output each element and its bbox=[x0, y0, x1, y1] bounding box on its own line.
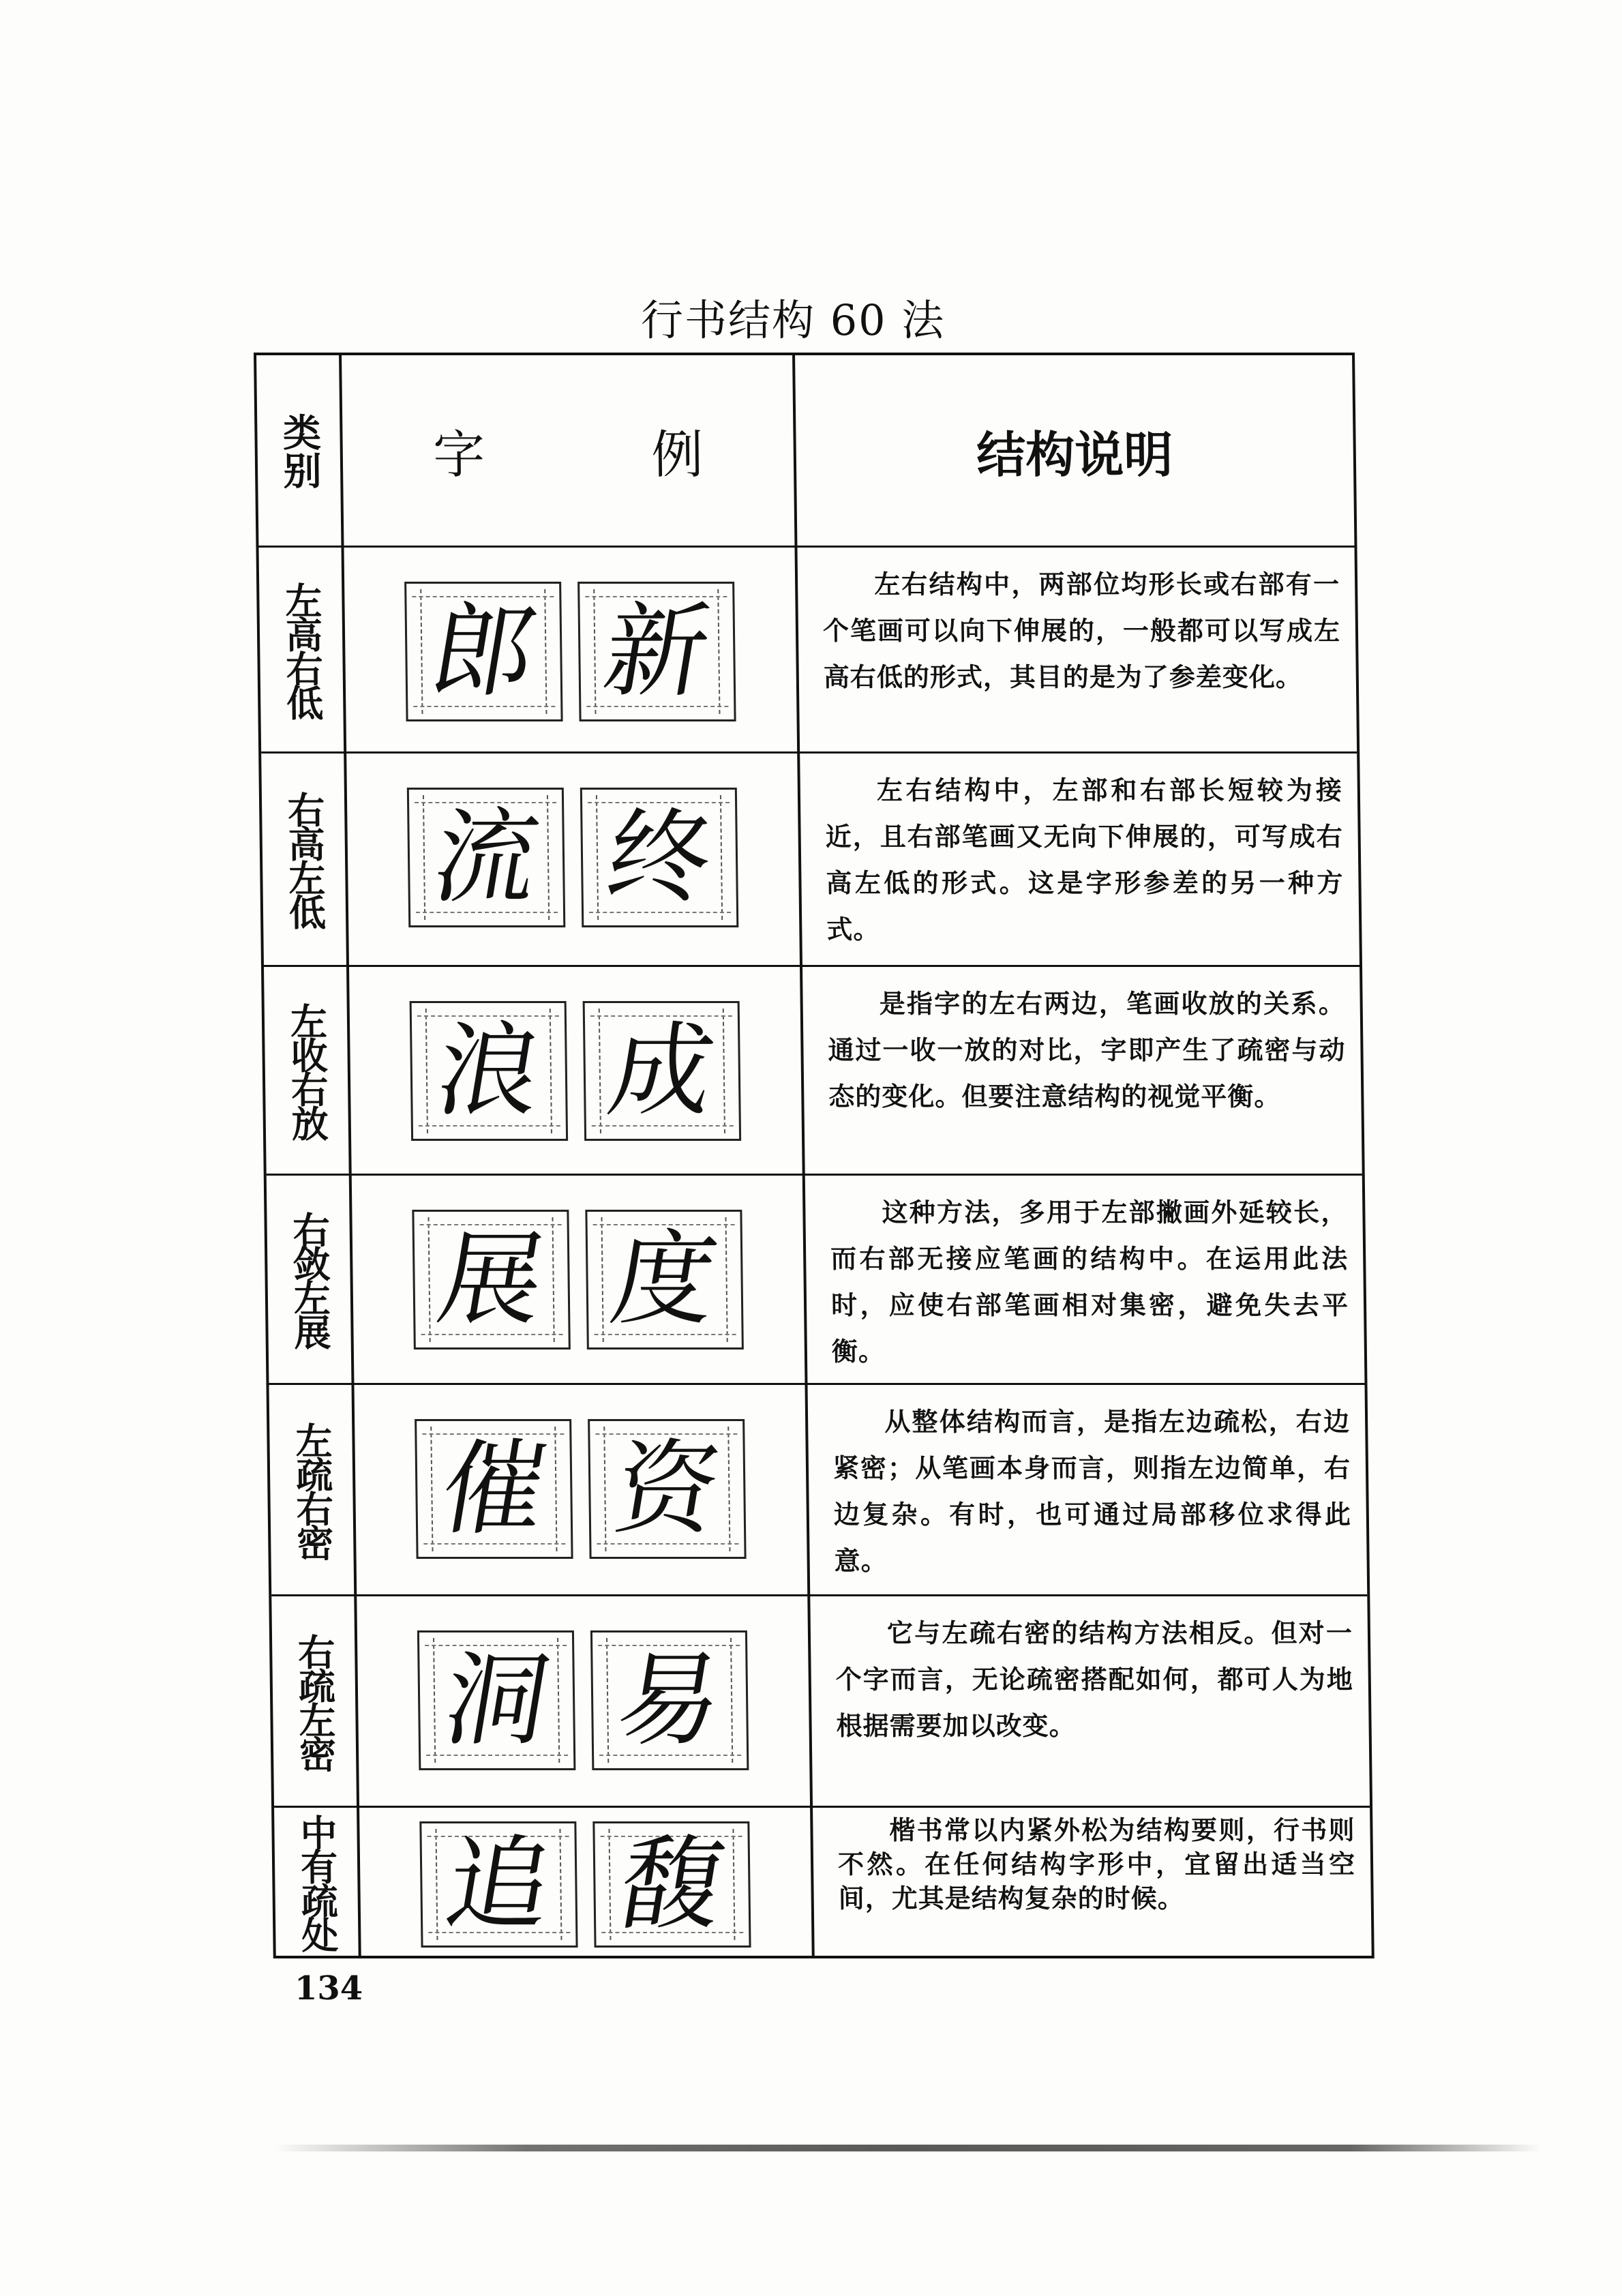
table-row bbox=[271, 1596, 1370, 1808]
example-cell bbox=[349, 967, 805, 1174]
table-row bbox=[267, 1176, 1365, 1385]
example-glyph: 流 bbox=[425, 798, 547, 917]
example-cell bbox=[352, 1176, 808, 1383]
row-description: 从整体结构而言，是指左边疏松，右边紧密；从笔画本身而言，则指左边简单，右边复杂。有时，也可通过局部移位求得此意。 bbox=[832, 1406, 1352, 1576]
example-glyph-box bbox=[585, 1210, 744, 1350]
row-description: 是指字的左右两边，笔画收放的关系。通过一收一放的对比，字即产生了疏密与动态的变化。但要注意结构的视觉平衡。 bbox=[828, 988, 1346, 1112]
example-glyph-box bbox=[415, 1419, 573, 1559]
example-glyph-box bbox=[583, 1001, 742, 1141]
table-row bbox=[258, 548, 1357, 754]
example-glyph-box bbox=[404, 582, 563, 721]
example-glyph-box bbox=[410, 1001, 569, 1141]
example-cell bbox=[354, 1385, 810, 1594]
page-number: 134 bbox=[295, 1969, 363, 2008]
example-glyph: 新 bbox=[596, 592, 718, 711]
row-category: 右敛左展 bbox=[286, 1211, 332, 1347]
row-description: 左右结构中，左部和右部长短较为接近，且右部笔画又无向下伸展的，可写成右高左低的形式。这是字形参差的另一种方式。 bbox=[825, 775, 1344, 944]
page-title: 行书结构 60 法 bbox=[641, 295, 946, 345]
example-glyph-box bbox=[580, 788, 739, 927]
row-description: 楷书常以内紧外松为结构要则，行书则不然。在任何结构字形中，宜留出适当空间，尤其是结构复杂的时候。 bbox=[837, 1815, 1356, 1913]
example-glyph-box bbox=[412, 1210, 571, 1350]
example-glyph: 展 bbox=[430, 1220, 552, 1339]
table-header-row bbox=[256, 355, 1354, 548]
row-category: 左收右放 bbox=[284, 1002, 329, 1139]
row-category: 右高左低 bbox=[282, 791, 327, 927]
example-glyph: 资 bbox=[606, 1429, 728, 1549]
example-glyph: 催 bbox=[433, 1429, 555, 1549]
example-glyph: 追 bbox=[438, 1825, 560, 1944]
example-glyph-box bbox=[590, 1630, 749, 1770]
table-row bbox=[264, 967, 1362, 1176]
row-category: 左疏右密 bbox=[289, 1421, 335, 1558]
header-category-cell bbox=[256, 355, 344, 546]
example-glyph-box bbox=[417, 1630, 576, 1770]
example-glyph: 易 bbox=[608, 1641, 731, 1760]
example-cell bbox=[357, 1596, 813, 1806]
header-description-cell bbox=[795, 355, 1354, 546]
structure-table bbox=[254, 353, 1375, 1958]
table-row bbox=[274, 1808, 1372, 1956]
header-category: 类别 bbox=[276, 412, 322, 489]
row-category: 中有疏处 bbox=[294, 1813, 340, 1950]
example-glyph: 成 bbox=[601, 1011, 723, 1131]
header-examples-cell bbox=[342, 355, 797, 546]
table-row bbox=[269, 1385, 1367, 1596]
row-description: 这种方法，多用于左部撇画外延较长，而右部无接应笔画的结构中。在运用此法时，应使右部笔画相对集密，避免失去平衡。 bbox=[830, 1197, 1349, 1367]
example-cell bbox=[344, 548, 800, 751]
example-glyph-box bbox=[419, 1821, 577, 1948]
header-description: 结构说明 bbox=[976, 426, 1173, 483]
row-description: 它与左疏右密的结构方法相反。但对一个字而言，无论疏密搭配如何，都可人为地根据需要加以改变。 bbox=[835, 1617, 1354, 1741]
example-glyph: 洞 bbox=[435, 1641, 558, 1760]
row-category: 左高右低 bbox=[279, 581, 325, 718]
example-glyph: 度 bbox=[603, 1220, 725, 1339]
scan-edge-rule bbox=[273, 2145, 1541, 2151]
example-glyph-box bbox=[407, 788, 566, 927]
example-glyph: 终 bbox=[598, 798, 721, 917]
example-glyph: 浪 bbox=[427, 1011, 550, 1131]
example-cell bbox=[346, 754, 802, 965]
example-glyph-box bbox=[592, 1821, 751, 1948]
example-glyph: 郎 bbox=[423, 592, 545, 711]
header-examples: 字 例 bbox=[432, 424, 779, 485]
example-glyph-box bbox=[588, 1419, 747, 1559]
example-cell bbox=[359, 1808, 815, 1956]
example-glyph-box bbox=[577, 582, 736, 721]
row-category: 右疏左密 bbox=[292, 1632, 337, 1770]
table-row bbox=[261, 754, 1360, 967]
example-glyph: 馥 bbox=[611, 1825, 733, 1944]
row-description: 左右结构中，两部位均形长或右部有一个笔画可以向下伸展的，一般都可以写成左高右低的形式，其目的是为了参差变化。 bbox=[822, 569, 1341, 692]
